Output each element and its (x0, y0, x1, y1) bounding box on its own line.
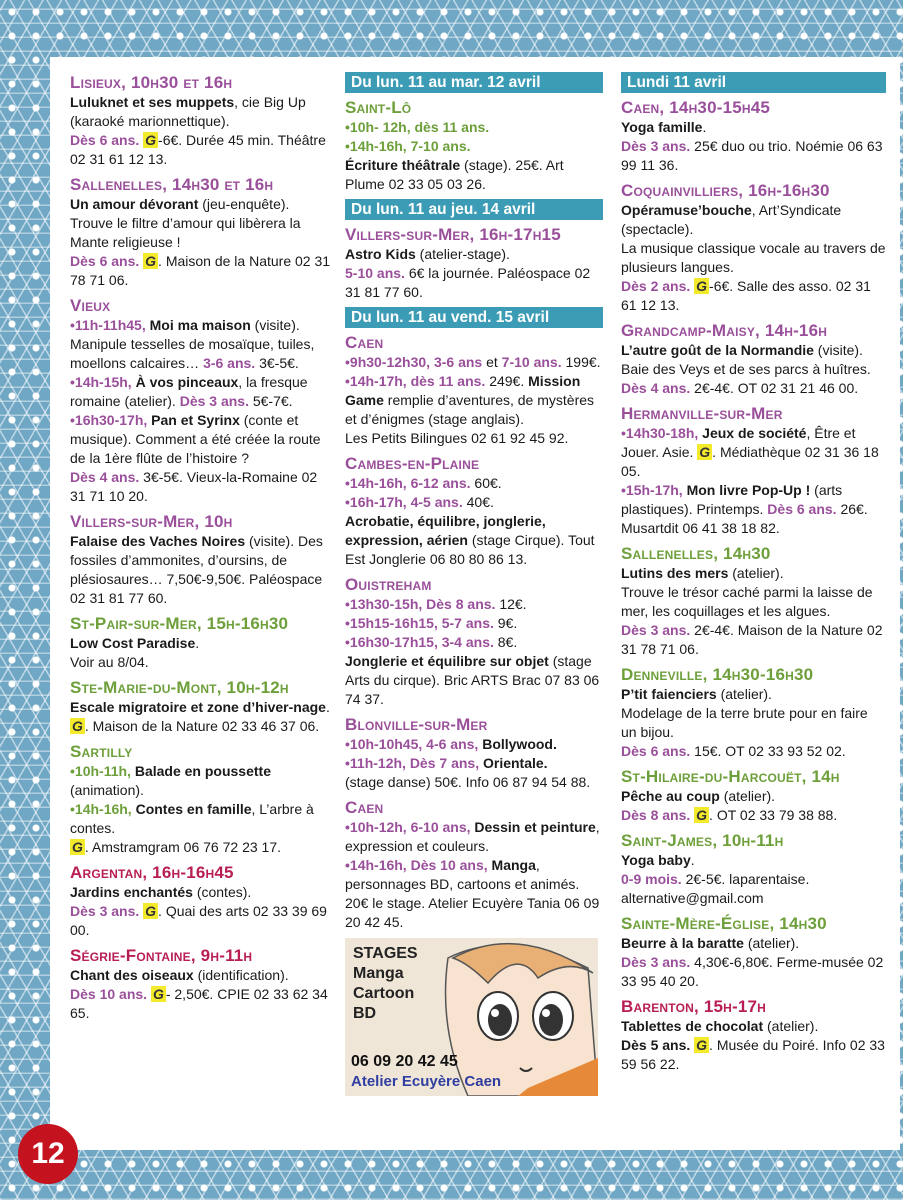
event-entry (345, 224, 603, 302)
text-segment: . (690, 852, 695, 868)
text-segment: . (325, 699, 330, 715)
event-line (345, 493, 603, 512)
free-badge: G (152, 986, 164, 1002)
event-title: Lutins des mers (621, 565, 729, 581)
time-slot: •9h30-12h30, 3-6 ans (345, 354, 483, 370)
event-line (70, 762, 335, 800)
free-badge: G (696, 807, 708, 823)
text-segment: 15€. OT 02 33 93 52 02. (690, 743, 846, 759)
time-slot: •14h-17h, dès 11 ans. (345, 373, 486, 389)
event-location: Villers-sur-Mer, 10h (70, 512, 233, 531)
event-entry (621, 664, 886, 761)
age-range: Dès 3 ans. (621, 954, 691, 970)
text-segment: 40€. (462, 494, 494, 510)
advert-word: Cartoon (353, 985, 415, 1002)
time-slot: •16h30-17h15, 3-4 ans. (345, 634, 494, 650)
event-title: Acrobatie, équilibre, jonglerie, expression, aérien (345, 513, 546, 548)
text-segment: (atelier-stage). (415, 246, 510, 262)
event-entry (70, 295, 335, 506)
event-line (621, 481, 886, 538)
free-badge: G (72, 718, 83, 734)
event-entry (70, 511, 335, 608)
event-title: Contes en famille (135, 801, 252, 817)
event-entry (345, 797, 603, 932)
time-slot: •14h-16h, (70, 801, 136, 817)
event-title: Falaise des Vaches Noires (70, 533, 246, 549)
event-line (621, 1036, 886, 1074)
text-segment: 2€-5€. laparentaise. alternative@gmail.com (621, 871, 810, 906)
event-line (621, 360, 886, 379)
event-line (345, 353, 603, 429)
agenda-page (50, 57, 900, 1150)
text-segment: (atelier). (728, 565, 784, 581)
text-segment: Trouve le trésor caché parmi la laisse de mer, les coquillages et les algues. (621, 584, 873, 619)
event-line (621, 742, 886, 761)
text-segment: . Médiathèque 02 31 36 18 05. (621, 444, 879, 479)
event-title: Yoga baby (621, 852, 691, 868)
event-line (345, 773, 603, 792)
event-title: P’tit faienciers (621, 686, 717, 702)
text-segment: (jeu-enquête). Trouve le filtre d’amour qui libèrera la Mante religieuse ! (70, 196, 301, 250)
event-line (70, 93, 335, 131)
event-line (345, 614, 603, 633)
event-title: Opéramuse’bouche (621, 202, 752, 218)
text-segment: , Art’Syndicate (spectacle). (621, 202, 842, 237)
event-title: Moi ma maison (149, 317, 251, 333)
time-slot: •11h-11h45, (70, 317, 150, 333)
event-line (345, 735, 603, 754)
event-location: Caen, 14h30-15h45 (621, 98, 771, 117)
advert-word: Manga (353, 965, 404, 982)
event-location: Caen (345, 333, 384, 352)
age-range: Dès 3 ans. (70, 903, 140, 919)
column-right (621, 72, 886, 1079)
event-line (345, 818, 603, 856)
event-location: St-Hilaire-du-Harcouët, 14h (621, 767, 840, 786)
event-line (345, 264, 603, 302)
advert-phone: 06 09 20 42 45 (351, 1053, 458, 1070)
text-segment: (visite). (813, 342, 863, 358)
time-slot: •10h-10h45, 4-6 ans, (345, 736, 479, 752)
time-slot: •14h-15h, (70, 374, 136, 390)
text-segment: , expression et couleurs. (345, 819, 600, 854)
age-range: 0-9 mois. (621, 871, 682, 887)
text-segment: , L’arbre à contes. (70, 801, 314, 836)
text-segment: Baie des Veys et de ses parcs à huîtres. (621, 361, 871, 377)
event-title: Mon livre Pop-Up ! (686, 482, 811, 498)
text-segment: (contes). (192, 884, 252, 900)
event-title: Yoga famille (621, 119, 703, 135)
text-segment: (stage Cirque). Tout Est Jonglerie 06 80 80 86 13. (345, 532, 595, 567)
event-title: Pêche au coup (621, 788, 720, 804)
free-badge: G (696, 278, 708, 294)
event-line (345, 429, 603, 448)
text-segment: -6€. Salle des asso. 02 31 61 12 13. (621, 278, 871, 313)
event-title: Dessin et peinture (474, 819, 596, 835)
time-slot: •13h30-15h, Dès 8 ans. (345, 596, 496, 612)
date-banner: Du lun. 11 au jeu. 14 avril (345, 199, 603, 220)
event-title: Un amour dévorant (70, 196, 199, 212)
event-entry (70, 72, 335, 169)
event-line (345, 474, 603, 493)
text-segment: La musique classique vocale au travers de plusieurs langues. (621, 240, 886, 275)
time-slot: •14h-16h, 7-10 ans. (345, 138, 471, 154)
event-line (621, 621, 886, 659)
text-segment: 25€ duo ou trio. Noémie 06 63 99 11 36. (621, 138, 883, 173)
event-line (345, 245, 603, 264)
text-segment: 5€-7€. (248, 393, 293, 409)
event-entry (621, 996, 886, 1074)
event-line (621, 118, 886, 137)
age-range: Dès 3 ans. (621, 138, 691, 154)
event-line (345, 137, 603, 156)
event-line (70, 252, 335, 290)
event-line (70, 411, 335, 468)
event-entry (621, 830, 886, 908)
text-segment: 9€. (493, 615, 518, 631)
free-badge: G (72, 839, 83, 855)
event-line (345, 118, 603, 137)
text-segment: . OT 02 33 79 38 88. (709, 807, 838, 823)
text-segment: 4,30€-6,80€. Ferme-musée 02 33 95 40 20. (621, 954, 884, 989)
text-segment: (atelier). (716, 686, 772, 702)
event-entry (621, 543, 886, 659)
event-title: Luluknet et ses muppets (70, 94, 235, 110)
age-range: Dès 4 ans. (70, 469, 140, 485)
event-line (621, 806, 886, 825)
event-title: Jardins enchantés (70, 884, 193, 900)
text-segment: (stage). 25€. Art Plume 02 33 05 03 26. (345, 157, 564, 192)
age-range: Dès 6 ans. (70, 253, 140, 269)
event-line (621, 137, 886, 175)
event-line (621, 583, 886, 621)
event-line (70, 966, 335, 985)
text-segment: , cie Big Up (karaoké marionnettique). (70, 94, 306, 129)
text-segment: . Maison de la Nature 02 31 78 71 06. (70, 253, 331, 288)
text-segment: - 2,50€. CPIE 02 33 62 34 65. (70, 986, 328, 1021)
event-line (621, 704, 886, 742)
text-segment: , la fresque romaine (atelier). (70, 374, 308, 409)
free-badge: G (145, 132, 157, 148)
event-line (70, 468, 335, 506)
event-line (70, 131, 335, 169)
event-title: Astro Kids (345, 246, 416, 262)
text-segment: 2€-4€. OT 02 31 21 46 00. (690, 380, 859, 396)
event-line (621, 201, 886, 239)
event-entry (345, 714, 603, 792)
event-line (345, 156, 603, 194)
time-slot: •14h-16h, Dès 10 ans, (345, 857, 488, 873)
event-entry (345, 332, 603, 448)
age-range: Dès 4 ans. (621, 380, 691, 396)
event-line (70, 717, 335, 736)
time-slot: •11h-12h, Dès 7 ans, (345, 755, 480, 771)
free-badge: G (145, 253, 157, 269)
text-segment: . Musée du Poiré. Info 02 33 59 56 22. (621, 1037, 885, 1072)
event-line (345, 856, 603, 932)
time-slot: •10h-12h, 6-10 ans, (345, 819, 471, 835)
date-banner: Du lun. 11 au mar. 12 avril (345, 72, 603, 93)
event-entry (621, 913, 886, 991)
event-location: Lisieux, 10h30 et 16h (70, 73, 233, 92)
event-title: Dès 5 ans. (621, 1037, 691, 1053)
age-range: Dès 6 ans. (767, 501, 837, 517)
event-location: Vieux (70, 296, 111, 315)
text-segment: 3€-5€. (255, 355, 299, 371)
time-slot: •14h-16h, 6-12 ans. (345, 475, 471, 491)
event-line (621, 341, 886, 360)
event-location: Sallenelles, 14h30 (621, 544, 771, 563)
age-range: Dès 6 ans. (70, 132, 140, 148)
text-segment: 12€. (495, 596, 527, 612)
event-location: Villers-sur-Mer, 16h-17h15 (345, 225, 561, 244)
event-title: Manga (491, 857, 536, 873)
text-segment: -6€. Durée 45 min. Théâtre 02 31 61 12 13. (70, 132, 326, 167)
text-segment: . Maison de la Nature 02 33 46 37 06. (84, 718, 320, 734)
event-title: L’autre goût de la Normandie (621, 342, 814, 358)
text-segment: et (482, 354, 502, 370)
event-location: Blonville-sur-Mer (345, 715, 488, 734)
age-range: 5-10 ans. (345, 265, 405, 281)
time-slot: •15h15-16h15, 5-7 ans. (345, 615, 494, 631)
event-title: Écriture théâtrale (345, 157, 461, 173)
event-line (70, 985, 335, 1023)
text-segment: remplie d’aventures, de mystères et d’énigmes (stage anglais). (345, 392, 595, 427)
advert-words (353, 944, 418, 1024)
event-entry (70, 613, 335, 672)
text-segment: (conte et musique). Comment a été créée la route de la 1ère flûte de l’histoire ? (70, 412, 321, 466)
event-entry (621, 97, 886, 175)
event-location: Barenton, 15h-17h (621, 997, 767, 1016)
advert-word: STAGES (353, 945, 418, 962)
event-line (621, 239, 886, 277)
date-banner: Du lun. 11 au vend. 15 avril (345, 307, 603, 328)
time-slot: •16h30-17h, (70, 412, 152, 428)
text-segment: (atelier). (743, 935, 800, 951)
event-line (621, 564, 886, 583)
text-segment: . (195, 635, 200, 651)
event-entry (70, 741, 335, 857)
event-title: Tablettes de chocolat (621, 1018, 764, 1034)
text-segment: 60€. (470, 475, 502, 491)
time-slot: •10h- 12h, dès 11 ans. (345, 119, 490, 135)
event-line (621, 424, 886, 481)
time-slot: •14h30-18h, (621, 425, 703, 441)
event-line (70, 838, 335, 857)
text-segment: (animation). (70, 782, 144, 798)
manga-stage-advert (345, 938, 598, 1096)
age-range: Dès 10 ans. (70, 986, 148, 1002)
free-badge: G (145, 903, 157, 919)
page-number-badge: 12 (18, 1124, 78, 1184)
event-entry (621, 766, 886, 825)
event-location: St-Pair-sur-Mer, 15h-16h30 (70, 614, 289, 633)
time-slot: •15h-17h, (621, 482, 687, 498)
column-middle (345, 72, 603, 1096)
event-entry (70, 174, 335, 290)
age-range: 3-6 ans. (203, 355, 256, 371)
text-segment: . Amstramgram 06 76 72 23 17. (84, 839, 281, 855)
event-entry (70, 945, 335, 1023)
text-segment: 26€. Musartdit 06 41 38 18 82. (621, 501, 868, 536)
event-location: Sartilly (70, 742, 133, 761)
event-line (70, 532, 335, 608)
text-segment: . Quai des arts 02 33 39 69 00. (70, 903, 327, 938)
text-segment: (stage Arts du cirque). Bric ARTS Brac 07 83 06 74 37. (345, 653, 600, 707)
event-line (70, 902, 335, 940)
event-title: Bollywood. (482, 736, 557, 752)
event-entry (70, 677, 335, 736)
event-location: Ouistreham (345, 575, 432, 594)
event-title: Chant des oiseaux (70, 967, 194, 983)
event-line (345, 633, 603, 652)
text-segment: (visite). Des fossiles d’ammonites, d’oursins, de plésiosaures… 7,50€-9,50€. Paléospace 02 31 81 77 60. (70, 533, 323, 606)
event-title: Mission Game (345, 373, 581, 408)
event-title: Beurre à la baratte (621, 935, 744, 951)
event-line (345, 754, 603, 773)
age-range: Dès 2 ans. (621, 278, 691, 294)
event-location: Hermanville-sur-Mer (621, 404, 783, 423)
event-line (70, 373, 335, 411)
event-title: Escale migratoire et zone d’hiver-nage (70, 699, 326, 715)
event-line (70, 698, 335, 717)
event-location: Saint-Lô (345, 98, 412, 117)
advert-word: BD (353, 1005, 377, 1022)
event-line (621, 787, 886, 806)
event-location: Sallenelles, 14h30 et 16h (70, 175, 274, 194)
event-entry (345, 574, 603, 709)
time-slot: •16h-17h, 4-5 ans. (345, 494, 463, 510)
event-line (70, 634, 335, 653)
event-location: Ségrie-Fontaine, 9h-11h (70, 946, 253, 965)
event-entry (345, 97, 603, 194)
event-line (621, 379, 886, 398)
text-segment: 199€. (561, 354, 601, 370)
event-line (621, 851, 886, 870)
event-title: Orientale. (482, 755, 548, 771)
event-location: Grandcamp-Maisy, 14h-16h (621, 321, 828, 340)
event-title: Balade en poussette (134, 763, 271, 779)
event-line (621, 277, 886, 315)
text-segment: 6€ la journée. Paléospace 02 31 81 77 60. (345, 265, 591, 300)
event-title: Jeux de société (702, 425, 807, 441)
event-location: Cambes-en-Plaine (345, 454, 480, 473)
text-segment: 8€. (493, 634, 518, 650)
event-entry (70, 862, 335, 940)
event-line (621, 1017, 886, 1036)
event-line (621, 953, 886, 991)
free-badge: G (699, 444, 711, 460)
event-location: Denneville, 14h30-16h30 (621, 665, 814, 684)
age-range: Dès 8 ans. (621, 807, 691, 823)
event-title: Low Cost Paradise (70, 635, 196, 651)
event-entry (621, 320, 886, 398)
event-entry (621, 180, 886, 315)
text-segment: (identification). (193, 967, 289, 983)
text-segment: (visite). Manipule tesselles de mosaïque, tuiles, moellons calcaires… (70, 317, 315, 371)
age-range: 7-10 ans. (501, 354, 562, 370)
event-line (621, 685, 886, 704)
event-line (70, 800, 335, 838)
event-line (345, 652, 603, 709)
event-location: Caen (345, 798, 384, 817)
text-segment: (arts plastiques). Printemps. (621, 482, 843, 517)
event-line (70, 316, 335, 373)
column-left (70, 72, 335, 1028)
event-line (621, 870, 886, 908)
event-entry (621, 403, 886, 538)
text-segment: Voir au 8/04. (70, 654, 149, 670)
age-range: Dès 3 ans. (621, 622, 691, 638)
event-line (70, 195, 335, 252)
text-segment: (atelier). (719, 788, 776, 804)
text-segment: (atelier). (763, 1018, 819, 1034)
event-line (70, 883, 335, 902)
event-entry (345, 453, 603, 569)
text-segment: 3€-5€. Vieux-la-Romaine 02 31 71 10 20. (70, 469, 318, 504)
event-line (621, 934, 886, 953)
text-segment: 2€-4€. Maison de la Nature 02 31 78 71 06. (621, 622, 883, 657)
event-location: Coquainvilliers, 16h-16h30 (621, 181, 830, 200)
text-segment: Les Petits Bilingues 02 61 92 45 92. (345, 430, 569, 446)
advert-venue: Atelier Ecuyère Caen (351, 1073, 502, 1090)
time-slot: •10h-11h, (70, 763, 135, 779)
event-line (345, 595, 603, 614)
event-title: À vos pinceaux (135, 374, 239, 390)
event-line (70, 653, 335, 672)
event-line (345, 512, 603, 569)
text-segment: (stage danse) 50€. Info 06 87 94 54 88. (345, 774, 591, 790)
event-title: Pan et Syrinx (151, 412, 240, 428)
free-badge: G (696, 1037, 708, 1053)
event-location: Sainte-Mère-Église, 14h30 (621, 914, 827, 933)
age-range: Dès 3 ans. (179, 393, 249, 409)
event-location: Saint-James, 10h-11h (621, 831, 784, 850)
age-range: Dès 6 ans. (621, 743, 691, 759)
text-segment: , personnages BD, cartoons et animés. 20€ le stage. Atelier Ecuyère Tania 06 09 20 42 45. (345, 857, 600, 930)
text-segment: 249€. (485, 373, 529, 389)
text-segment: , Être et Jouer. Asie. (621, 425, 856, 460)
event-location: Ste-Marie-du-Mont, 10h-12h (70, 678, 289, 697)
text-segment: . (702, 119, 707, 135)
event-title: Jonglerie et équilibre sur objet (345, 653, 549, 669)
event-location: Argentan, 16h-16h45 (70, 863, 234, 882)
text-segment: Modelage de la terre brute pour en faire un bijou. (621, 705, 868, 740)
date-banner: Lundi 11 avril (621, 72, 886, 93)
